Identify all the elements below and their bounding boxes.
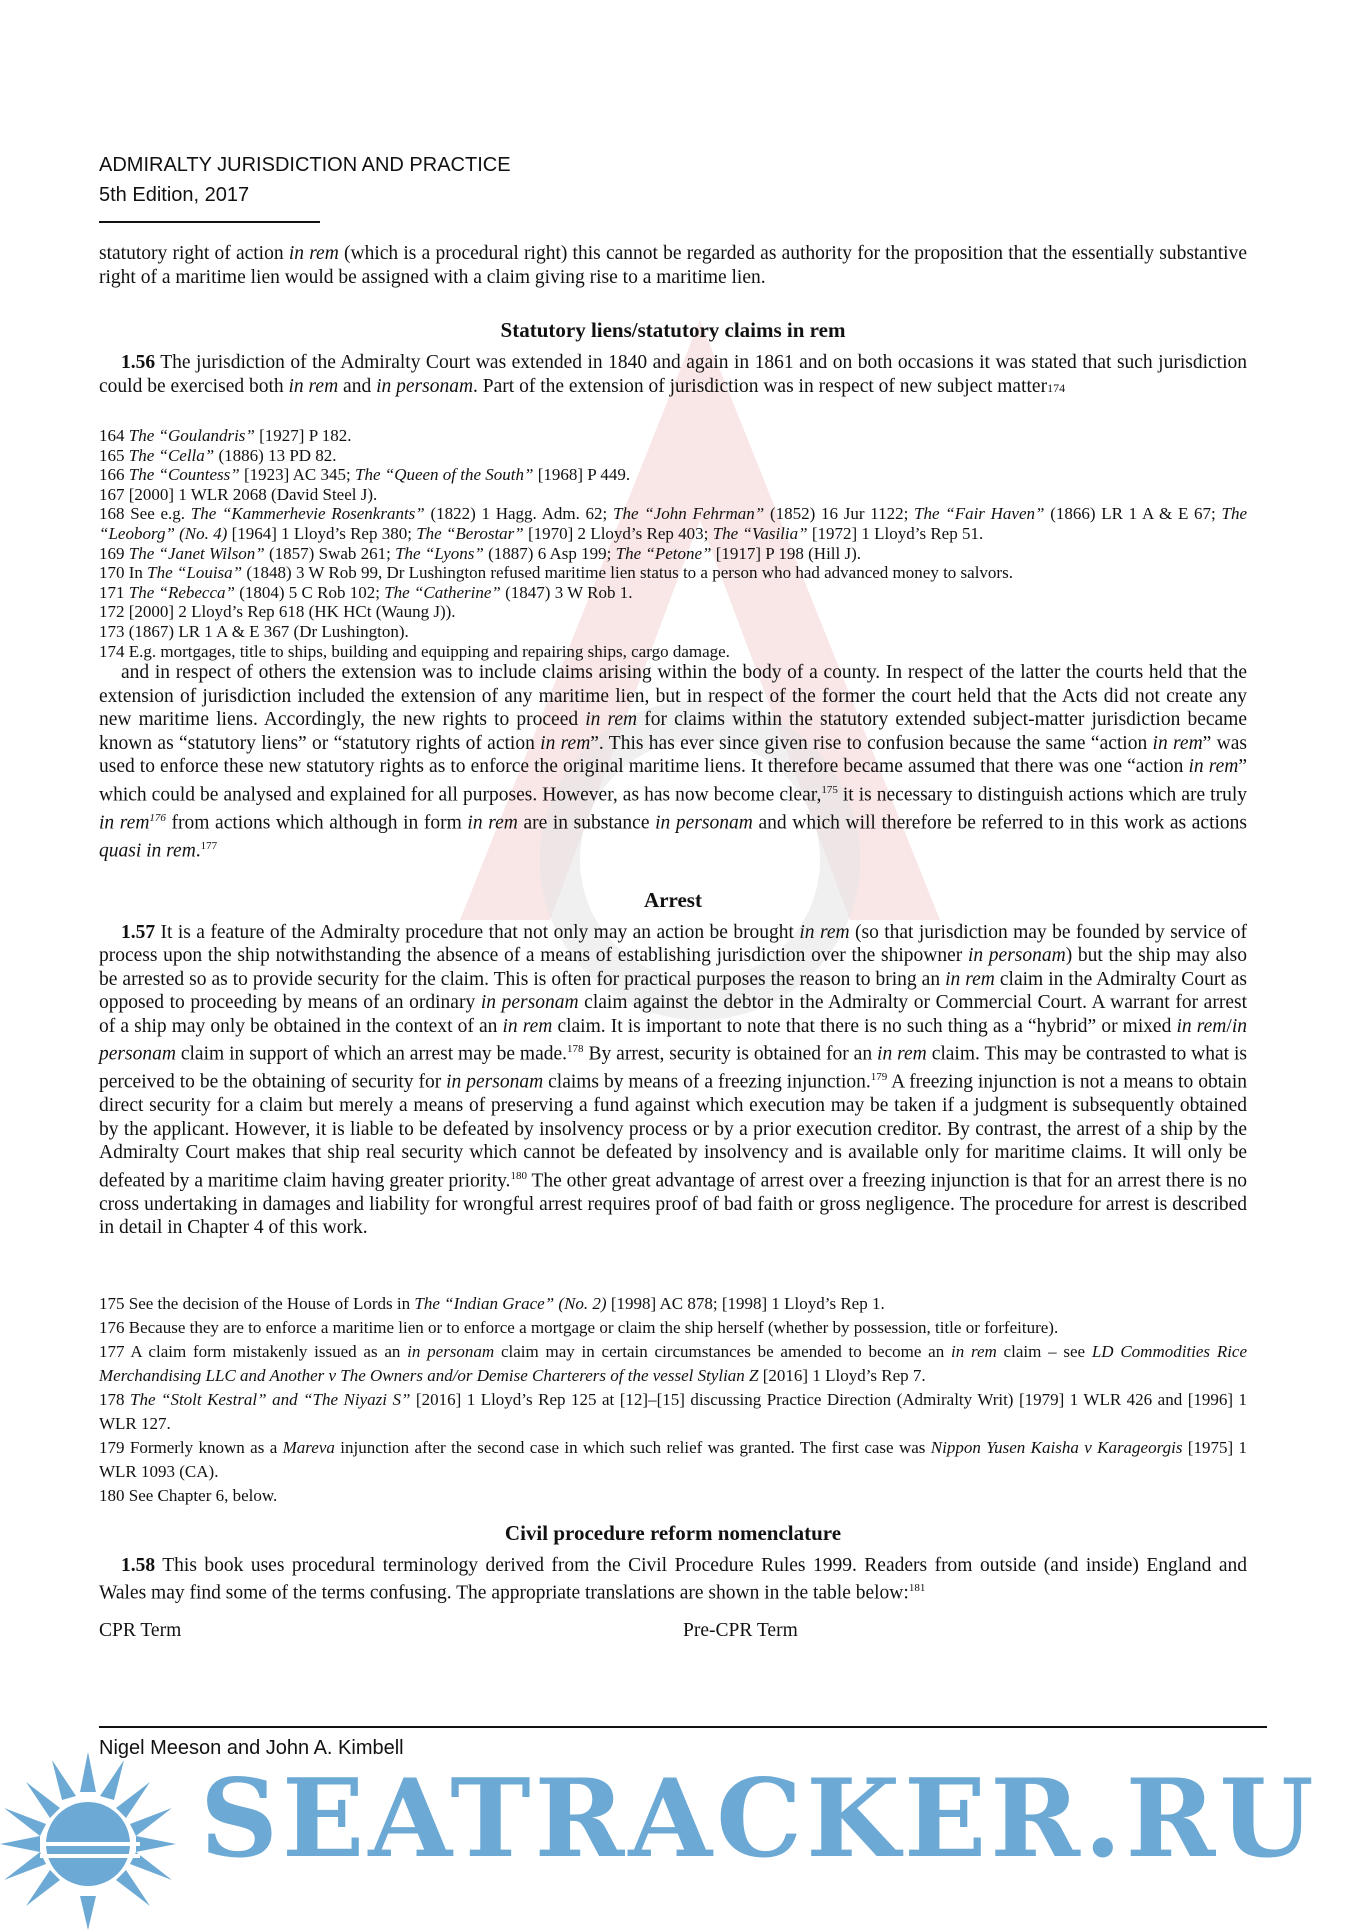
footer-authors: Nigel Meeson and John A. Kimbell [99,1737,404,1759]
terminology-table-header [99,1619,1247,1643]
footnote-167: 167 [2000] 1 WLR 2068 (David Steel J). [99,484,378,504]
text-italic: The “Vasilia” [712,523,808,543]
text: [1917] P 198 (Hill J). [711,543,862,563]
text-italic: The “Janet Wilson” [128,543,265,563]
footnote-ref: 178 [567,1043,584,1056]
text: [1964] 1 Lloyd’s Rep 380; [227,523,417,543]
text: are in substance [517,812,656,834]
footnote-173: 173 (1867) LR 1 A & E 367 (Dr Lushington). [99,621,409,641]
footnote-ref: 180 [510,1169,527,1182]
text-italic: in rem [1188,756,1239,778]
footnote-177 [99,1340,1247,1388]
paragraph-number: 1.57 [121,921,156,943]
text: By arrest, security is obtained for an [583,1043,878,1065]
footnote-175 [99,1292,1247,1316]
footnote-ref: 174 [1047,380,1066,395]
text-italic: in rem [288,243,339,264]
text: it is necessary to distinguish actions which are truly [837,784,1247,806]
text: The jurisdiction of the Admiralty Court was extended in 1840 and again in 1861 and on both occasions it was stated that such jurisdiction could be exercised both [99,352,1247,397]
text: 169 [99,543,129,563]
text: [1968] P 449. [533,465,631,485]
text-italic: The “Leoborg” (No. 4) [99,504,1248,543]
footnote-172: 172 [2000] 2 Lloyd’s Rep 618 (HK HCt (Waung J)). [99,602,456,622]
text-italic: in personam [655,812,753,834]
footnote-ref: 181 [908,1582,926,1595]
text-italic: The “Queen of the South” [354,465,534,485]
text: (1804) 5 C Rob 102; [234,582,385,602]
footnote-168 [99,504,1247,543]
footnote-165 [99,446,1247,466]
text: (1852) 16 Jur 1122; [764,504,915,524]
text-italic: in rem [1176,1015,1227,1037]
text-italic: in rem [877,1043,927,1065]
text: ) but the ship may also be arrested so as to provide security for the claim. This is often for practical purposes the reason to bring an [99,945,1247,990]
text: claim in the Admiralty Court as opposed to proceeding by means of an ordinary [99,968,1247,1014]
table-column-cpr-term: CPR Term [99,1620,182,1642]
text: (1848) 3 W Rob 99, Dr Lushington refused maritime lien status to a person who had advanced money to salvors. [242,563,1013,583]
section-heading-civil-procedure: Civil procedure reform nomenclature [504,1520,842,1545]
text: 170 In [99,563,148,583]
text: . Part of the extension of jurisdiction was in respect of new subject matter [473,375,1048,397]
text-italic: in rem [467,812,518,834]
footnote-ref: 176 [149,811,166,824]
footnote-169 [99,544,1247,564]
text: claim – see [996,1341,1092,1361]
paragraph-1-56-continued [99,661,1247,863]
text-italic: The “Stolt Kestral” and “The Niyazi S” [130,1389,411,1409]
footnote-176: 176 Because they are to enforce a maritime lien or to enforce a mortgage or claim the ship herself (whether by possession, title or forfeiture). [99,1317,1059,1337]
text-italic: The “Fair Haven” [914,504,1045,524]
text: . [195,840,201,862]
intro-paragraph [99,242,1247,289]
text-italic: The “Petone” [615,543,712,563]
text-italic: The “John Fehrman” [613,504,765,524]
text: (1887) 6 Asp 199; [483,543,616,563]
section-heading-arrest: Arrest [644,887,702,912]
footnotes-164-174 [99,426,1247,661]
text: 177 A claim form mistakenly issued as an [99,1341,408,1361]
text: claim against the debtor in the Admiralty or Commercial Court. A warrant for arrest of a ship may only be obtained in the context of an [99,992,1247,1037]
text-italic: in rem [585,709,638,731]
footnote-166 [99,465,1247,485]
paragraph-1-58 [99,1554,1247,1606]
text-italic: in rem [950,1341,997,1361]
text: and which will therefore be referred to in this work as actions [752,812,1248,834]
text-italic: in personam [446,1071,544,1093]
footnotes-175-180 [99,1292,1247,1508]
footnote-ref: 175 [821,783,838,796]
text: [1972] 1 Lloyd’s Rep 51. [807,523,984,543]
text: (1866) LR 1 A & E 67; [1044,504,1222,524]
text: statutory right of action [99,243,289,264]
text-italic: The “Countess” [128,465,240,485]
text: 178 [99,1389,130,1409]
text: ” which could be analysed and explained for all purposes. However, as has now become clear, [99,756,1247,806]
text-italic: in rem [799,921,850,943]
paragraph-number: 1.56 [121,352,156,373]
text: 164 [99,426,129,445]
text: (1857) Swab 261; [264,543,396,563]
text: claim. This may be contrasted to what is perceived to be the obtaining of security for [99,1043,1247,1093]
text: and [338,375,377,397]
text: [1923] AC 345; [239,465,355,485]
section-heading-statutory-liens: Statutory liens/statutory claims in rem [500,318,846,342]
text: 179 Formerly known as a [99,1437,283,1457]
text-italic: The “Cella” [128,445,215,465]
table-column-pre-cpr-term: Pre-CPR Term [683,1620,798,1642]
text-italic: in personam [407,1341,495,1361]
text-italic: in rem [1152,732,1203,754]
text-italic: The “Kammerhevie Rosenkrants” [190,504,425,524]
footnote-174: 174 E.g. mortgages, title to ships, building and equipping and repairing ships, cargo damage. [99,641,730,661]
text-italic: in personam [376,375,474,397]
text: / [1226,1015,1232,1037]
text: [1998] AC 878; [1998] 1 Lloyd’s Rep 1. [606,1293,885,1313]
text: ”. This has ever since given rise to confusion because the same “action [590,732,1153,754]
text-italic: in rem [945,968,995,990]
text: [2016] 1 Lloyd’s Rep 7. [758,1365,926,1385]
footnote-171 [99,583,1247,603]
text-italic: The “Catherine” [384,582,501,602]
text: [1927] P 182. [254,426,352,445]
book-title: ADMIRALTY JURISDICTION AND PRACTICE [99,154,511,176]
header-rule [99,221,320,223]
text: claim may in certain circumstances be amended to become an [494,1341,951,1361]
page-body [99,242,1247,1643]
text-italic: in rem [288,375,339,397]
text: The other great advantage of arrest over a freezing injunction is that for an arrest there is no cross undertaking in damages and liability for wrongful arrest requires proof of bad faith or gross negligence. The procedure for arrest is described in detail in Chapter 4 of this work. [99,1170,1247,1239]
text: and in respect of others the extension was to include claims arising within the body of a county. In respect of the latter the courts held that the extension of jurisdiction included the extension of any maritime lien, but in respect of the former the court held that the Acts did not create any new maritime liens. Accordingly, the new rights to proceed [99,662,1247,731]
text: (which is a procedural right) this cannot be regarded as authority for the proposition that the essentially substantive right of a maritime lien would be assigned with a claim giving rise to a maritime lien. [99,243,1247,288]
text-italic: The “Rebecca” [128,582,235,602]
text-italic: Mareva [282,1437,335,1457]
footnote-179 [99,1436,1247,1484]
footnote-ref: 179 [870,1071,888,1084]
text: from actions which although in form [165,812,468,834]
footnote-178 [99,1388,1247,1436]
text-italic: quasi in rem [99,840,196,862]
text-italic: Nippon Yusen Kaisha v Karageorgis [930,1437,1183,1457]
text: ” was used to enforce these new statutory rights as to enforce the original maritime liens. It therefore became assumed that there was one “action [99,732,1247,778]
text-italic: in personam [967,945,1066,967]
text-italic: in personam [480,992,579,1014]
text: [2016] 1 Lloyd’s Rep 125 at [12]–[15] discussing Practice Direction (Admiralty Writ) [1979] 1 WLR 426 and [1996] 1 WLR 127. [99,1389,1248,1433]
footnote-164 [99,426,1247,446]
text-italic: in rem [502,1015,553,1037]
text: 168 See e.g. [99,504,191,524]
text-italic: LD Commodities Rice Merchandising LLC and Another v The Owners and/or Demise Charterers of the vessel Stylian Z [99,1341,1248,1385]
text: (1886) 13 PD 82. [214,445,337,465]
text-italic: in personam [99,1015,1247,1065]
text: claim. It is important to note that there is no such thing as a “hybrid” or mixed [552,1015,1177,1037]
text: (so that jurisdiction may be founded by service of process upon the ship notwithstanding the absence of a means of establishing jurisdiction over the shipowner [99,921,1247,967]
text-italic: in rem [99,812,150,834]
text-italic: The “Goulandris” [128,426,255,445]
text-italic: in rem [540,732,591,754]
paragraph-1-57 [99,921,1247,1240]
text-italic: The “Berostar” [416,523,524,543]
text: [1975] 1 WLR 1093 (CA). [99,1437,1248,1481]
text-italic: The “Indian Grace” (No. 2) [414,1293,607,1313]
text: (1847) 3 W Rob 1. [500,582,633,602]
text: 165 [99,445,129,465]
watermark-text: SEATRACKER.RU [200,1756,1318,1882]
text: [1970] 2 Lloyd’s Rep 403; [523,523,713,543]
text: injunction after the second case in which such relief was granted. The first case was [334,1437,931,1457]
text-italic: The “Louisa” [147,563,243,583]
text: It is a feature of the Admiralty procedure that not only may an action be brought [155,921,800,943]
text: claim in support of which an arrest may be made. [175,1043,568,1065]
text-italic: The “Lyons” [395,543,484,563]
footnote-180: 180 See Chapter 6, below. [99,1485,278,1505]
text: 166 [99,465,129,485]
footer-rule [99,1726,1267,1728]
footnote-ref: 177 [200,839,218,852]
text: for claims within the statutory extended subject-matter jurisdiction became known as “statutory liens” or “statutory rights of action [99,709,1247,754]
text: claims by means of a freezing injunction. [543,1071,871,1093]
running-header [99,150,511,210]
paragraph-number: 1.58 [121,1554,156,1576]
text: 175 See the decision of the House of Lords in [99,1293,415,1313]
text: This book uses procedural terminology derived from the Civil Procedure Rules 1999. Readers from outside (and inside) England and Wales may find some of the terms confusing. The appropriate translations are shown in the table below: [99,1554,1247,1604]
text: A freezing injunction is not a means to obtain direct security for a claim but merely a means of preserving a fund against which execution may be taken if a judgment is subsequently obtained by the applicant. However, it is liable to be defeated by insolvency process or by a prior execution creditor. By contrast, the arrest of a ship by the Admiralty Court makes that ship real security which cannot be defeated by insolvency and is available only for maritime claims. It will only be defeated by a maritime claim having greater priority. [99,1071,1247,1192]
footnote-170 [99,563,1247,583]
paragraph-1-56 [99,351,1247,400]
book-edition: 5th Edition, 2017 [99,184,250,206]
text: 171 [99,582,129,602]
text: (1822) 1 Hagg. Adm. 62; [424,504,613,524]
